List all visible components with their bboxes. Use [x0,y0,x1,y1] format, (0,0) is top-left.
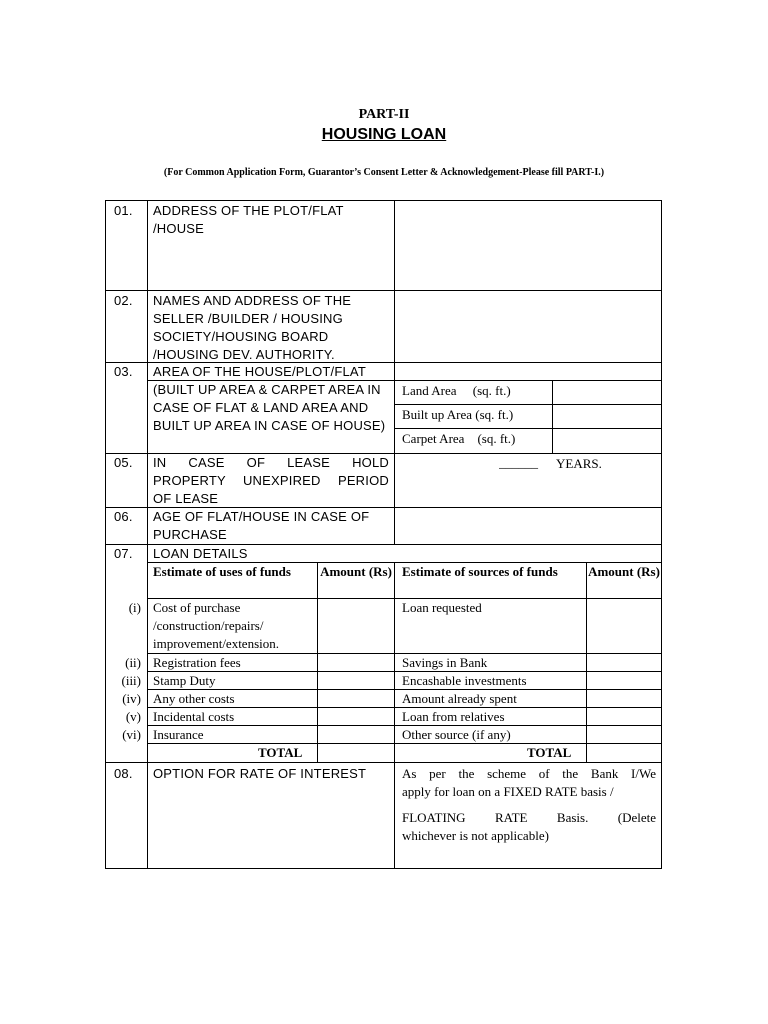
source-item: Savings in Bank [402,655,488,670]
use-amount-field[interactable] [318,690,394,707]
use-item: Any other costs [153,691,235,706]
use-item: Insurance [153,727,204,742]
source-amount-field[interactable] [587,599,661,653]
use-item: Stamp Duty [153,673,216,688]
row-number-05: 05. [114,455,133,470]
item-numeral: (iii) [121,673,141,688]
item-numeral: (v) [125,709,141,724]
seller-field[interactable] [395,291,661,362]
item-numeral: (ii) [125,655,141,670]
uses-header: Estimate of uses of funds [153,564,291,579]
built-up-area-label: Built up Area (sq. ft.) [402,407,514,422]
source-item: Other source (if any) [402,727,511,742]
sources-amount-header: Amount (Rs) [588,564,660,579]
source-amount-field[interactable] [587,708,661,725]
total-uses-label: TOTAL [258,745,303,760]
address-label: ADDRESS OF THE PLOT/FLAT /HOUSE [153,203,344,236]
source-amount-field[interactable] [587,672,661,689]
lease-label-line2: PROPERTY UNEXPIRED PERIOD [153,473,389,488]
source-item: Amount already spent [402,691,517,706]
total-sources-label: TOTAL [527,745,572,760]
row-number-02: 02. [114,293,133,308]
interest-option-text-line1: As per the scheme of the Bank I/We [402,766,656,781]
carpet-area-label: Carpet Area (sq. ft.) [402,431,516,446]
use-item: Incidental costs [153,709,235,724]
instruction-note: (For Common Application Form, Guarantor’s Consent Letter & Acknowledgement-Please fill PART-I.) [163,167,605,178]
number-column-divider [147,200,148,869]
seller-label: NAMES AND ADDRESS OF THE SELLER /BUILDER / HOUSING SOCIETY/HOUSING BOARD /HOUSING DEV. AUTHORITY. [153,293,352,362]
value-column-divider-lower [394,562,395,869]
land-area-field[interactable] [553,381,661,404]
age-label: AGE OF FLAT/HOUSE IN CASE OF PURCHASE [153,509,370,542]
use-item: Cost of purchase /construction/repairs/ improvement/extension. [153,600,280,651]
table-border-left [105,200,106,869]
use-amount-field[interactable] [318,726,394,743]
total-uses-field[interactable] [318,744,394,762]
interest-option-text-line3: FLOATING RATE Basis. (Delete [402,810,656,825]
loan-details-label: LOAN DETAILS [153,546,248,561]
table-border-right [661,200,662,869]
item-numeral: (vi) [122,727,141,742]
row-number-06: 06. [114,509,133,524]
source-amount-field[interactable] [587,690,661,707]
source-item: Loan requested [402,600,482,615]
item-numeral: (iv) [122,691,141,706]
source-amount-field[interactable] [587,654,661,671]
table-border-bottom [105,868,662,869]
page-title: HOUSING LOAN [321,126,447,143]
address-field[interactable] [395,201,661,290]
row-line-total [105,762,662,763]
source-item: Encashable investments [402,673,527,688]
years-label: YEARS. [556,456,602,471]
use-amount-field[interactable] [318,654,394,671]
total-sources-field[interactable] [587,744,661,762]
row-number-08: 08. [114,766,133,781]
lease-label-line1: IN CASE OF LEASE HOLD [153,455,389,470]
use-amount-field[interactable] [318,672,394,689]
carpet-area-field[interactable] [553,429,661,453]
source-amount-field[interactable] [587,726,661,743]
area-description: (BUILT UP AREA & CARPET AREA IN CASE OF FLAT & LAND AREA AND BUILT UP AREA IN CASE OF HOUSE) [153,382,386,433]
land-area-label: Land Area (sq. ft.) [402,383,511,398]
part-label: PART-II [358,107,410,122]
use-amount-field[interactable] [318,708,394,725]
use-amount-field[interactable] [318,599,394,653]
row-number-07: 07. [114,546,133,561]
interest-option-label: OPTION FOR RATE OF INTEREST [153,766,367,781]
interest-option-text-line4: whichever is not applicable) [402,828,549,843]
source-item: Loan from relatives [402,709,505,724]
item-numeral: (i) [128,600,141,615]
row-number-03: 03. [114,364,133,379]
built-up-area-field[interactable] [553,405,661,428]
row-number-01: 01. [114,203,133,218]
years-blank-field[interactable]: ______ [499,455,538,470]
interest-option-text-line2: apply for loan on a FIXED RATE basis / [402,784,614,799]
sources-header: Estimate of sources of funds [402,564,558,579]
use-item: Registration fees [153,655,241,670]
uses-amount-header: Amount (Rs) [320,564,392,579]
lease-label-line3: OF LEASE [153,491,219,506]
age-field[interactable] [395,508,661,544]
area-label: AREA OF THE HOUSE/PLOT/FLAT [153,364,366,379]
